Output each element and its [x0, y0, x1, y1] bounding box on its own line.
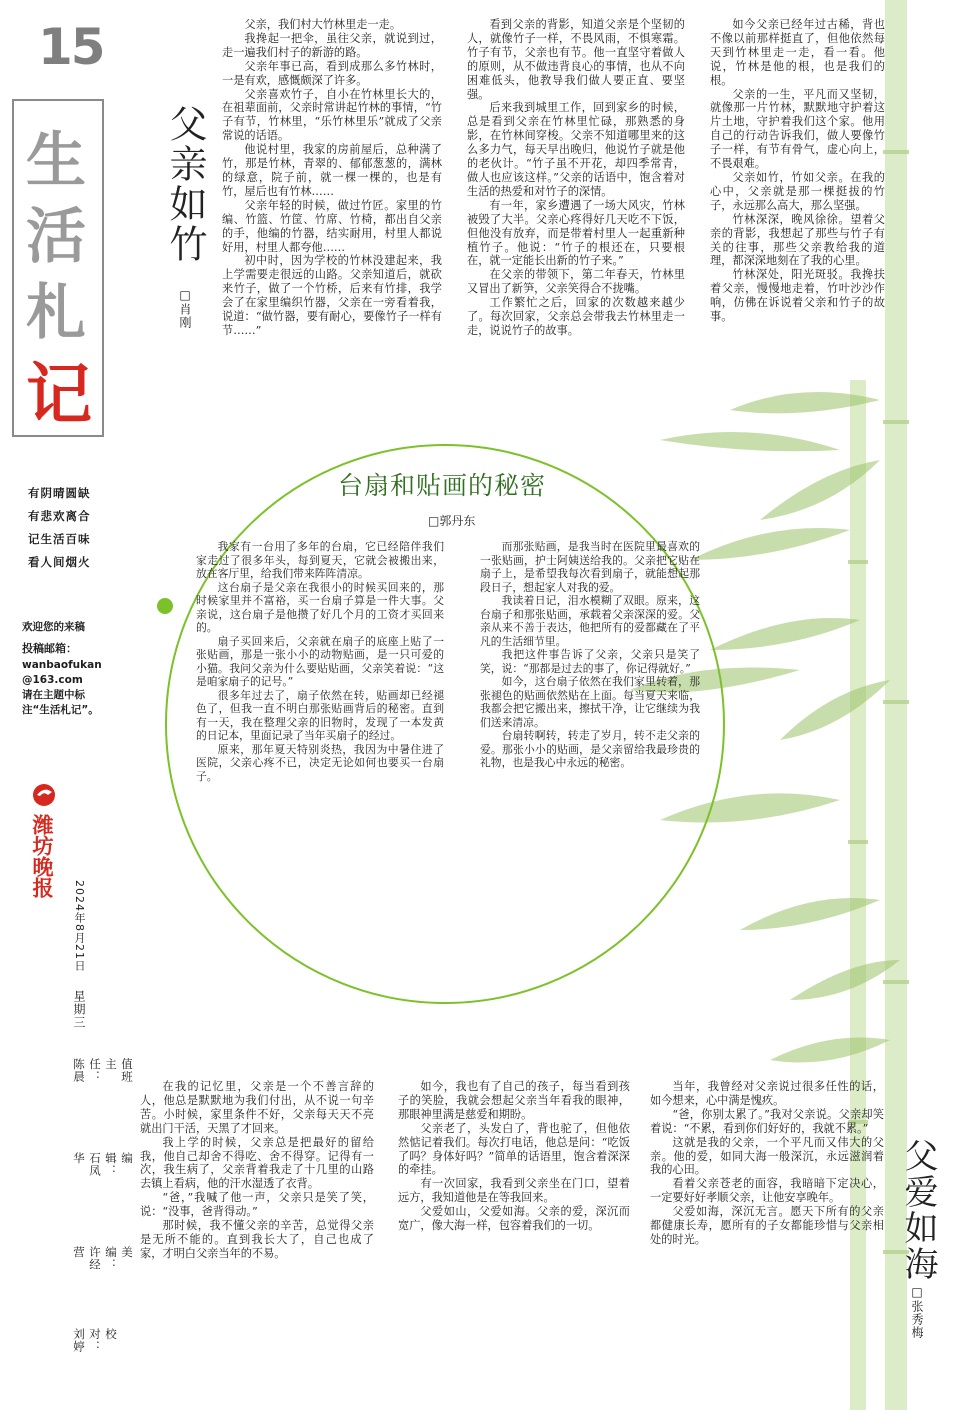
paragraph: 父爱如山，父爱如海。父亲的爱，深沉而宽广，像大海一样，包容着我们的一切。	[398, 1205, 630, 1233]
paragraph: 当年，我曾经对父亲说过很多任性的话，如今想来，心中满是愧疚。	[650, 1080, 884, 1107]
article2-author: □郭丹东	[428, 514, 476, 528]
article2-column-1	[196, 540, 444, 1002]
section-title-char-4: 记	[26, 355, 92, 433]
paragraph: 台扇转啊转，转走了岁月，转不走父亲的爱。那张小小的贴画，是父亲留给我最珍贵的礼物，也是我心中永远的秘密。	[480, 729, 700, 769]
section-title-char-3: 札	[26, 278, 86, 348]
paragraph: 父亲的一生，平凡而又坚韧，就像那一片竹林，默默地守护着这片土地，守护着我们这个家。他用自己的行动告诉我们，做人要像竹子一样，有节有骨气，虚心向上，不畏艰难。	[710, 87, 885, 171]
paragraph: 竹林深深，晚风徐徐。望着父亲的背影，我想起了那些与竹子有关的往事，那些父亲教给我的道理，都深深地刻在了我的心里。	[710, 212, 885, 268]
paragraph: “爸，你别太累了。”我对父亲说。父亲却笑着说：“不累，看到你们好好的，我就不累。”	[650, 1107, 884, 1135]
paragraph: 竹林深处，阳光斑驳。我搀扶着父亲，慢慢地走着，竹叶沙沙作响，仿佛在诉说着父亲和竹子的故事。	[710, 268, 885, 324]
submission-info	[22, 618, 106, 718]
paragraph: 在父亲的带领下，第二年春天，竹林里又冒出了新笋，父亲笑得合不拢嘴。	[467, 268, 685, 296]
circle-marker-dot	[157, 598, 173, 614]
article1-column-3	[710, 18, 885, 406]
paragraph: 父亲如竹，竹如父亲。在我的心中，父亲就是那一棵挺拔的竹子，永远那么高大，那么坚强。	[710, 170, 885, 212]
paragraph: 我上学的时候，父亲总是把最好的留给我，他自己却舍不得吃、舍不得穿。记得有一次，我生病了，父亲背着我走了十几里的山路去镇上看病，他的汗水湿透了衣背。	[140, 1135, 374, 1191]
paragraph: 这就是我的父亲，一个平凡而又伟大的父亲。他的爱，如同大海一般深沉，永远滋润着我的心田。	[650, 1135, 884, 1177]
submission-note: 请在主题中标注“生活札记”。	[22, 689, 99, 716]
section-title-box	[12, 99, 104, 437]
slogan-line: 有悲欢离合	[28, 509, 91, 523]
article3-author: □张秀梅	[910, 1285, 924, 1339]
newspaper-logo	[30, 782, 58, 898]
paragraph: 父亲，我们村大竹林里走一走。	[244, 18, 402, 31]
paragraph: 我读着日记，泪水模糊了双眼。原来，这台扇子和那张贴画，承载着父亲深深的爱。父亲从来不善于表达，他把所有的爱都藏在了平凡的生活细节里。	[480, 594, 700, 648]
submission-email-line1: wanbaofukan	[22, 659, 102, 671]
paragraph: 有一年，家乡遭遇了一场大风灾，竹林被毁了大半。父亲心疼得好几天吃不下饭，但他没有放弃，而是带着村里人一起重新种植竹子。他说：“竹子的根还在，只要根在，就一定能长出新的竹子来。”	[467, 198, 685, 268]
paragraph: 后来我到城里工作，回到家乡的时候，总是看到父亲在竹林里忙碌，那熟悉的身影，在竹林间穿梭。父亲不知道哪里来的这么多力气，每天早出晚归，他说竹子就是他的老伙计。“竹子虽不开花，却四季常青，做人也应该这样。”父亲的话语中，饱含着对生活的热爱和对竹子的深情。	[467, 101, 685, 198]
paragraph: 原来，那年夏天特别炎热，我因为中暑住进了医院，父亲心疼不已，决定无论如何也要买一台扇子。	[196, 742, 444, 783]
article3-column-1	[140, 1080, 374, 1400]
article1-column-2	[467, 18, 685, 406]
section-title-char-1: 生	[26, 126, 86, 196]
issue-weekday: 星期三	[72, 990, 86, 1029]
paragraph: 我搀起一把伞，虽往父亲，就说到过，走一遍我们村子的新游的路。	[222, 31, 442, 59]
article2-column-2	[480, 540, 700, 1002]
article1-column-1	[222, 18, 442, 406]
paragraph: 如今，我也有了自己的孩子，每当看到孩子的笑脸，我就会想起父亲当年看我的眼神，那眼神里满是慈爱和期盼。	[398, 1080, 630, 1121]
submission-email-line2: @163.com	[22, 674, 83, 686]
paragraph: 我把这件事告诉了父亲，父亲只是笑了笑，说：“那都是过去的事了，你记得就好。”	[480, 648, 700, 675]
paragraph: 很多年过去了，扇子依然在转，贴画却已经褪色了，但我一直不明白那张贴画背后的秘密。直到有一天，我在整理父亲的旧物时，发现了一本发黄的日记本，里面记录了当年买扇子的经过。	[196, 688, 444, 742]
paragraph: 父亲喜欢竹子，自小在竹林里长大的，在祖辈面前，父亲时常讲起竹林的事情，“竹子有节，竹林里，“乐竹林里乐”就成了父亲常说的话语。	[222, 87, 442, 143]
newspaper-logo-icon	[30, 782, 58, 808]
article2-title: 台扇和贴画的秘密	[338, 471, 547, 500]
section-title-char-2: 活	[26, 202, 86, 272]
page-number: 15	[38, 18, 104, 76]
paragraph: 初中时，因为学校的竹林没建起来，我上学需要走很远的山路。父亲知道后，就砍来竹子，做了一个竹桥，后来有竹排，我学会了在家里编织竹器，父亲在一旁看着我，说道：“做竹器，要有耐心，要像竹子一样有节……”	[222, 254, 442, 337]
paragraph: 我家有一台用了多年的台扇，它已经陪伴我们家走过了很多年头，每到夏天，它就会被搬出来，放在客厅里，给我们带来阵阵清凉。	[196, 540, 444, 580]
paragraph: 他说村里，我家的房前屋后，总种满了竹，那是竹林，青翠的、郁郁葱葱的，满林的绿意，院子前，就一棵一棵的，也是有竹，屋后也有竹林……	[222, 143, 442, 198]
issue-date: 2024年8月21日	[73, 880, 86, 972]
paragraph: 父爱如海，深沉无言。愿天下所有的父亲都健康长寿，愿所有的子女都能珍惜与父亲相处的时光。	[650, 1205, 884, 1246]
paragraph: 工作繁忙之后，回家的次数越来越少了。每次回家，父亲总会带我去竹林里走一走，说说竹子的故事。	[467, 296, 685, 337]
paragraph: 父亲老了，头发白了，背也驼了，但他依然惦记着我们。每次打电话，他总是问：“吃饭了吗？身体好吗？”简单的话语里，饱含着深深的牵挂。	[398, 1121, 630, 1177]
slogan-line: 有阴晴圆缺	[28, 486, 91, 500]
paragraph: 而那张贴画，是我当时在医院里最喜欢的一张贴画，护士阿姨送给我的。父亲把它贴在扇子上，是希望我每次看到扇子，就能想起那段日子，想起家人对我的爱。	[480, 540, 700, 594]
newspaper-name: 潍坊晚报	[30, 814, 54, 898]
staff-line: 编辑：石凤华	[72, 1152, 134, 1177]
paragraph: 扇子买回来后，父亲就在扇子的底座上贴了一张贴画，那是一张小小的动物贴画，是一只可爱的小猫。我问父亲为什么要贴贴画，父亲笑着说：“这是咱家扇子的记号。”	[196, 634, 444, 688]
staff-line: 校对：刘婷	[72, 1328, 118, 1353]
paragraph: 看着父亲苍老的面容，我暗暗下定决心，一定要好好孝顺父亲，让他安享晚年。	[650, 1177, 884, 1205]
staff-line: 值班主任：陈晨	[72, 1058, 134, 1083]
paragraph: 父亲年事已高，看到成那么多竹林时，一是有欢，感慨颇深了许多。	[222, 59, 442, 87]
paragraph: 父亲年轻的时候，做过竹匠。家里的竹编、竹篮、竹筐、竹席、竹椅，都出自父亲的手，他编的竹器，结实耐用，村里人都说好用，村里人都夸他……	[222, 198, 442, 254]
paragraph: 有一次回家，我看到父亲坐在门口，望着远方，我知道他是在等我回来。	[398, 1177, 630, 1205]
article3-title: 父爱如海	[898, 1138, 938, 1282]
article1-title: 父亲如竹	[163, 104, 207, 264]
article1-author: □肖刚	[178, 288, 192, 329]
slogan	[28, 482, 108, 574]
submission-email[interactable]	[22, 658, 106, 688]
paragraph: 在我的记忆里，父亲是一个不善言辞的人，他总是默默地为我们付出，从不说一句辛苦。小时候，家里条件不好，父亲每天天不亮就出门干活，天黑了才回来。	[140, 1080, 374, 1135]
paragraph: 那时候，我不懂父亲的辛苦，总觉得父亲是无所不能的。直到我长大了，自己也成了家，才明白父亲当年的不易。	[140, 1219, 374, 1260]
paragraph: “爸，”我喊了他一声，父亲只是笑了笑，说：“没事，爸背得动。”	[140, 1191, 374, 1219]
left-sidebar	[0, 0, 134, 1410]
paragraph: 这台扇子是父亲在我很小的时候买回来的，那时候家里并不富裕，买一台扇子算是一件大事。父亲说，这台扇子是他攒了好几个月的工资才买回来的。	[196, 580, 444, 634]
submission-welcome: 欢迎您的来稿	[22, 621, 85, 633]
article3-column-3	[650, 1080, 884, 1400]
paragraph: 看到父亲的背影，知道父亲是个坚韧的人，就像竹子一样，不畏风雨，不惧寒霜。竹子有节，父亲也有节。他一直坚守着做人的原则，从不做违背良心的事情，也从不向困难低头，他教导我们做人要正直、要坚强。	[467, 18, 685, 101]
slogan-line: 记生活百味	[28, 532, 91, 546]
slogan-line: 看人间烟火	[28, 555, 91, 569]
submission-email-label: 投稿邮箱：	[22, 642, 77, 655]
article3-column-2	[398, 1080, 630, 1400]
paragraph: 如今，这台扇子依然在我们家里转着，那张褪色的贴画依然贴在上面。每当夏天来临，我都会把它搬出来，擦拭干净，让它继续为我们送来清凉。	[480, 675, 700, 729]
paragraph: 如今父亲已经年过古稀，背也不像以前那样挺直了，但他依然每天到竹林里走一走，看一看。他说，竹林是他的根，也是我们的根。	[710, 18, 885, 87]
staff-line: 美编：许经营	[72, 1246, 134, 1271]
